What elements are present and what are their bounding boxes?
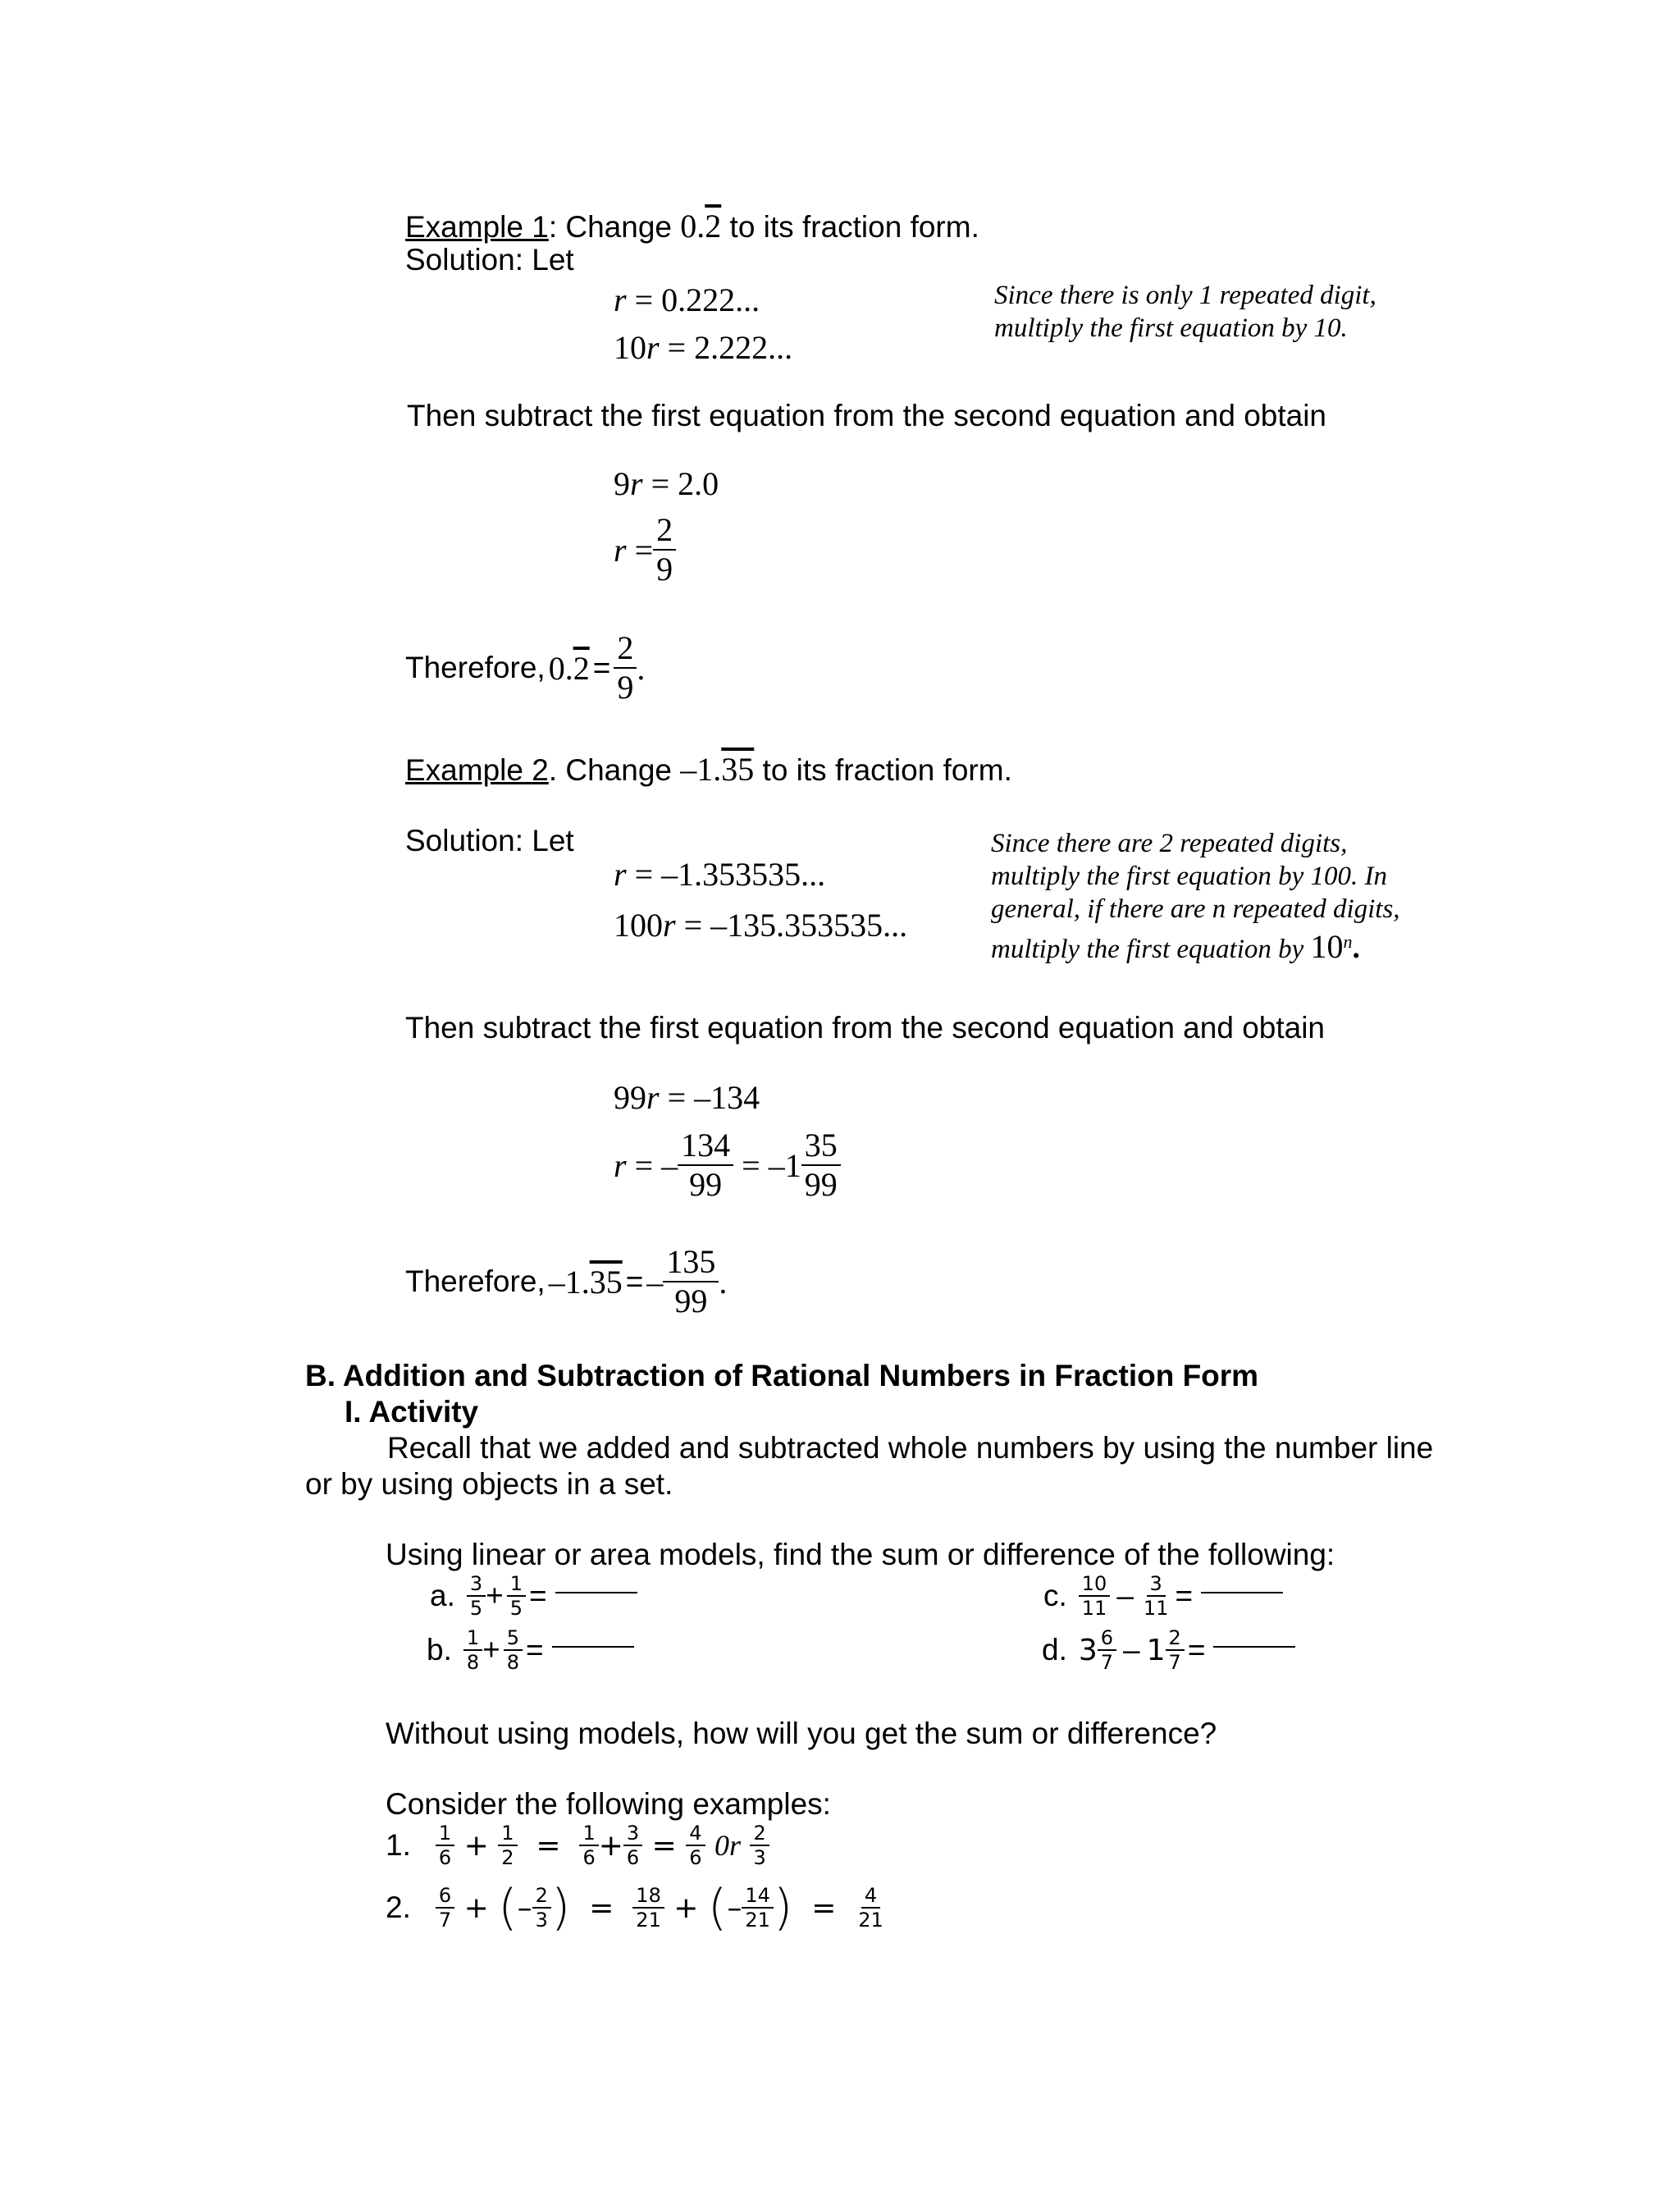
fraction: $\frac{35}{99}$ — [801, 1129, 841, 1201]
models-question: Without using models, how will you get the sum or difference? — [386, 1717, 1217, 1750]
fraction: $\frac{2}{7}$ — [1166, 1628, 1185, 1672]
fraction: $\frac{6}{7}$ — [436, 1886, 454, 1930]
exercise-a: a. $\frac{3}{5}$ + $\frac{1}{5}$ = — [430, 1574, 637, 1618]
worked-example-1: 1. $\frac{1}{6}$ + $\frac{1}{2}$ = $\frac{1}{6}$ + $\frac{3}{6}$ = $\frac{4}{6}$ 0r $\frac{2}{3}$ — [386, 1823, 769, 1868]
example1-title: Example 1: Change 0.2 to its fraction form. — [405, 208, 979, 245]
fraction: $\frac{2}{9}$ — [614, 632, 637, 704]
fraction: $\frac{5}{8}$ — [504, 1628, 523, 1672]
example1-subtract-text: Then subtract the first equation from the second equation and obtain — [407, 399, 1327, 432]
example1-eq2: 10r = 2.222... — [614, 329, 793, 366]
fraction: $\frac{1}{8}$ — [463, 1628, 482, 1672]
example2-result2: r = – $\frac{134}{99}$ = –1 $\frac{35}{99}$ — [614, 1129, 841, 1201]
answer-blank-b[interactable] — [552, 1646, 634, 1648]
models-instruction: Using linear or area models, find the sum or difference of the following: — [386, 1538, 1335, 1571]
example2-note: Since there are 2 repeated digits, multiply the first equation by 100. In general, if there are n repeated digits, multiply the first equation by 10$^n$. — [991, 829, 1400, 965]
fraction: $\frac{14}{21}$ — [742, 1886, 774, 1930]
fraction: $\frac{6}{7}$ — [1098, 1628, 1116, 1672]
example2-result1: 99r = –134 — [614, 1079, 760, 1116]
fraction: $\frac{2}{3}$ — [750, 1823, 769, 1868]
fraction: $\frac{10}{11}$ — [1079, 1574, 1111, 1618]
example2-subtract-text: Then subtract the first equation from the second equation and obtain — [405, 1011, 1326, 1045]
recall-line-1: Recall that we added and subtracted whole numbers by using the number line — [387, 1431, 1434, 1465]
example1-note: Since there is only 1 repeated digit, multiply the first equation by 10. — [994, 281, 1376, 343]
fraction: $\frac{1}{2}$ — [498, 1823, 517, 1868]
example2-therefore: Therefore, –1.35 = – $\frac{135}{99}$ . — [405, 1243, 728, 1319]
answer-blank-a[interactable] — [555, 1592, 637, 1593]
example1-therefore: Therefore, 0.2 = $\frac{2}{9}$ . — [405, 629, 646, 706]
exercise-c: c. $\frac{10}{11}$ – $\frac{3}{11}$ = — [1043, 1574, 1283, 1618]
fraction: $\frac{135}{99}$ — [663, 1246, 719, 1318]
example2-decimal: –1.35 — [680, 751, 755, 788]
fraction: $\frac{18}{21}$ — [632, 1886, 664, 1930]
example1-result2: r = $\frac{2}{9}$ — [614, 514, 676, 586]
fraction: $\frac{134}{99}$ — [678, 1129, 733, 1201]
example1-solution: Solution: Let — [405, 243, 574, 277]
example2-title: Example 2. Change –1.35 to its fraction form. — [405, 751, 1012, 788]
fraction: $\frac{1}{6}$ — [436, 1823, 454, 1868]
recall-line-2: or by using objects in a set. — [305, 1467, 673, 1501]
example1-eq1: r = 0.222... — [614, 281, 760, 318]
example1-label: Example 1 — [405, 210, 549, 244]
example2-label: Example 2 — [405, 753, 549, 787]
example2-eq1: r = –1.353535... — [614, 856, 826, 893]
fraction: $\frac{3}{11}$ — [1143, 1572, 1169, 1620]
fraction: $\frac{4}{6}$ — [686, 1823, 705, 1868]
fraction: $\frac{2}{9}$ — [653, 514, 676, 586]
fraction: $\frac{1}{6}$ — [579, 1823, 598, 1868]
fraction: $\frac{2}{3}$ — [532, 1886, 551, 1930]
example1-decimal: 0.2 — [680, 208, 722, 245]
example2-solution: Solution: Let — [405, 824, 574, 857]
fraction: $\frac{4}{21}$ — [858, 1884, 883, 1932]
section-b-heading: B. Addition and Subtraction of Rational Numbers in Fraction Form — [305, 1359, 1259, 1392]
section-b-subheading: I. Activity — [345, 1395, 479, 1429]
fraction: $\frac{1}{5}$ — [507, 1574, 526, 1618]
example2-eq2: 100r = –135.353535... — [614, 907, 908, 944]
worked-example-2: 2. $\frac{6}{7}$ + ( – $\frac{2}{3}$ ) = $\frac{18}{21}$ + ( – $\frac{14}{21}$ ) = $\frac{4}{21}$ — [386, 1879, 887, 1936]
consider-text: Consider the following examples: — [386, 1787, 831, 1821]
exercise-d: d. 3 $\frac{6}{7}$ – 1 $\frac{2}{7}$ = — [1042, 1628, 1295, 1672]
answer-blank-c[interactable] — [1201, 1592, 1283, 1593]
fraction: $\frac{3}{6}$ — [623, 1823, 642, 1868]
exercise-b: b. $\frac{1}{8}$ + $\frac{5}{8}$ = — [427, 1628, 634, 1672]
answer-blank-d[interactable] — [1213, 1646, 1295, 1648]
example1-result1: 9r = 2.0 — [614, 465, 719, 502]
fraction: $\frac{3}{5}$ — [467, 1574, 486, 1618]
